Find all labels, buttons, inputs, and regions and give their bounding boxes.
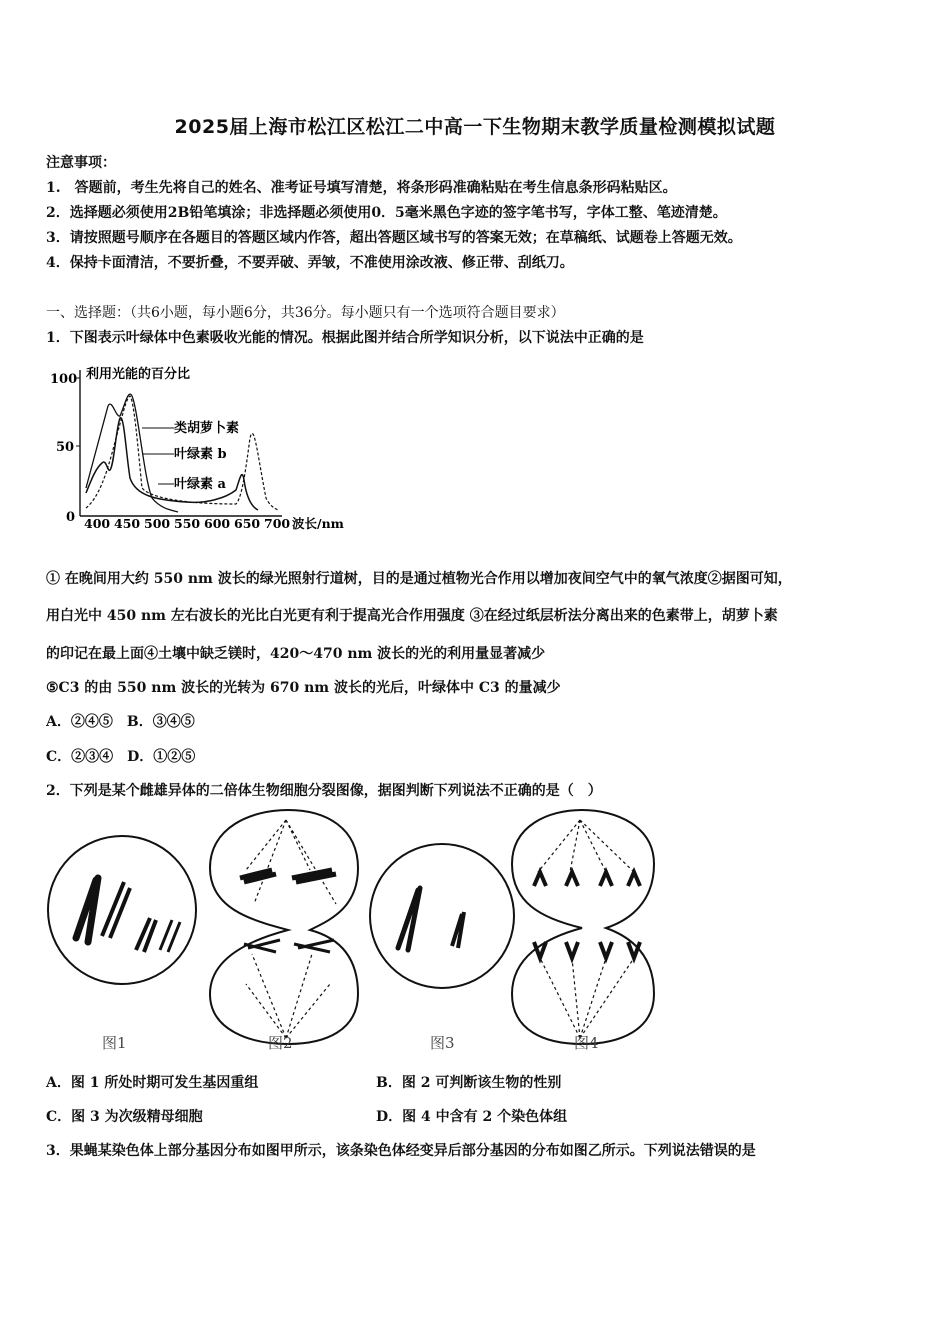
x-tick-450: 450 [114,516,141,531]
figure-3-cell [370,844,514,988]
q3-stem: 3．果蝇某染色体上部分基因分布如图甲所示，该条染色体经变异后部分基因的分布如图乙所示。下列说法错误的是 [46,1143,756,1159]
q1-options-ab: A．②④⑤ B．③④⑤ [46,714,195,730]
q1-stem: 1．下图表示叶绿体中色素吸收光能的情况。根据此图并结合所学知识分析，以下说法中正确的是 [46,330,644,346]
x-axis-label: 波长/nm [292,516,344,531]
chart-title: 利用光能的百分比 [86,367,191,382]
x-tick-700: 700 [264,516,291,531]
figure-4-cell [512,810,654,1044]
figure-3-label: 图3 [430,1034,455,1052]
y-tick-0: 0 [66,510,76,525]
x-tick-550: 550 [174,516,201,531]
notice-item-4: 4．保持卡面清洁，不要折叠，不要弄破、弄皱，不准使用涂改液、修正带、刮纸刀。 [46,255,574,271]
q2-cell-figures [40,808,670,1058]
x-tick-500: 500 [144,516,171,531]
y-tick-50: 50 [56,440,75,455]
legend-chlorophyll-a: 叶绿素 a [174,477,226,492]
x-tick-650: 650 [234,516,261,531]
q2-option-d: D．图 4 中含有 2 个染色体组 [376,1109,568,1125]
q2-option-a: A．图 1 所处时期可发生基因重组 [46,1075,259,1091]
x-tick-600: 600 [204,516,231,531]
notice-heading: 注意事项： [46,155,116,171]
legend-chlorophyll-b: 叶绿素 b [174,447,227,462]
figure-1-label: 图1 [102,1034,127,1052]
q1-statement-line-2: 用白光中 450 nm 左右波长的光比白光更有利于提高光合作用强度 ③在经过纸层析法分离出来的色素带上，胡萝卜素 [46,608,778,624]
exam-title: 2025届上海市松江区松江二中高一下生物期末教学质量检测模拟试题 [174,116,776,138]
q1-absorption-chart [46,358,366,538]
figure-1-cell [48,836,196,984]
carotenoid-curve [86,394,178,512]
q1-statement-line-3: 的印记在最上面④土壤中缺乏镁时，420～470 nm 波长的光的利用量显著减少 [46,646,546,662]
legend-carotenoid: 类胡萝卜素 [174,421,240,436]
notice-item-3: 3．请按照题号顺序在各题目的答题区域内作答，超出答题区域书写的答案无效；在草稿纸、试题卷上答题无效。 [46,230,742,246]
notice-item-2: 2．选择题必须使用2B铅笔填涂；非选择题必须使用0．5毫米黑色字迹的签字笔书写，字体工整、笔迹清楚。 [46,205,727,221]
q1-options-cd: C．②③④ D．①②⑤ [46,749,196,765]
y-tick-100: 100 [50,372,78,387]
q1-statement-line-4: ⑤C3 的由 550 nm 波长的光转为 670 nm 波长的光后，叶绿体中 C3 的量减少 [46,680,561,696]
q2-option-b: B．图 2 可判断该生物的性别 [376,1075,562,1091]
q2-option-c: C．图 3 为次级精母细胞 [46,1109,203,1125]
figure-4-label: 图4 [574,1034,599,1052]
x-tick-400: 400 [84,516,111,531]
q1-statement-line-1: ① 在晚间用大约 550 nm 波长的绿光照射行道树，目的是通过植物光合作用以增加夜间空气中的氧气浓度②据图可知， [46,571,792,587]
figure-2-cell [210,810,358,1044]
figure-2-label: 图2 [268,1034,293,1052]
section-heading: 一、选择题：（共6小题，每小题6分，共36分。每小题只有一个选项符合题目要求） [46,305,565,321]
notice-item-1: 1. 答题前，考生先将自己的姓名、准考证号填写清楚，将条形码准确粘贴在考生信息条形码粘贴区。 [46,180,677,196]
q2-stem: 2．下列是某个雌雄异体的二倍体生物细胞分裂图像，据图判断下列说法不正确的是（ ） [46,783,602,799]
